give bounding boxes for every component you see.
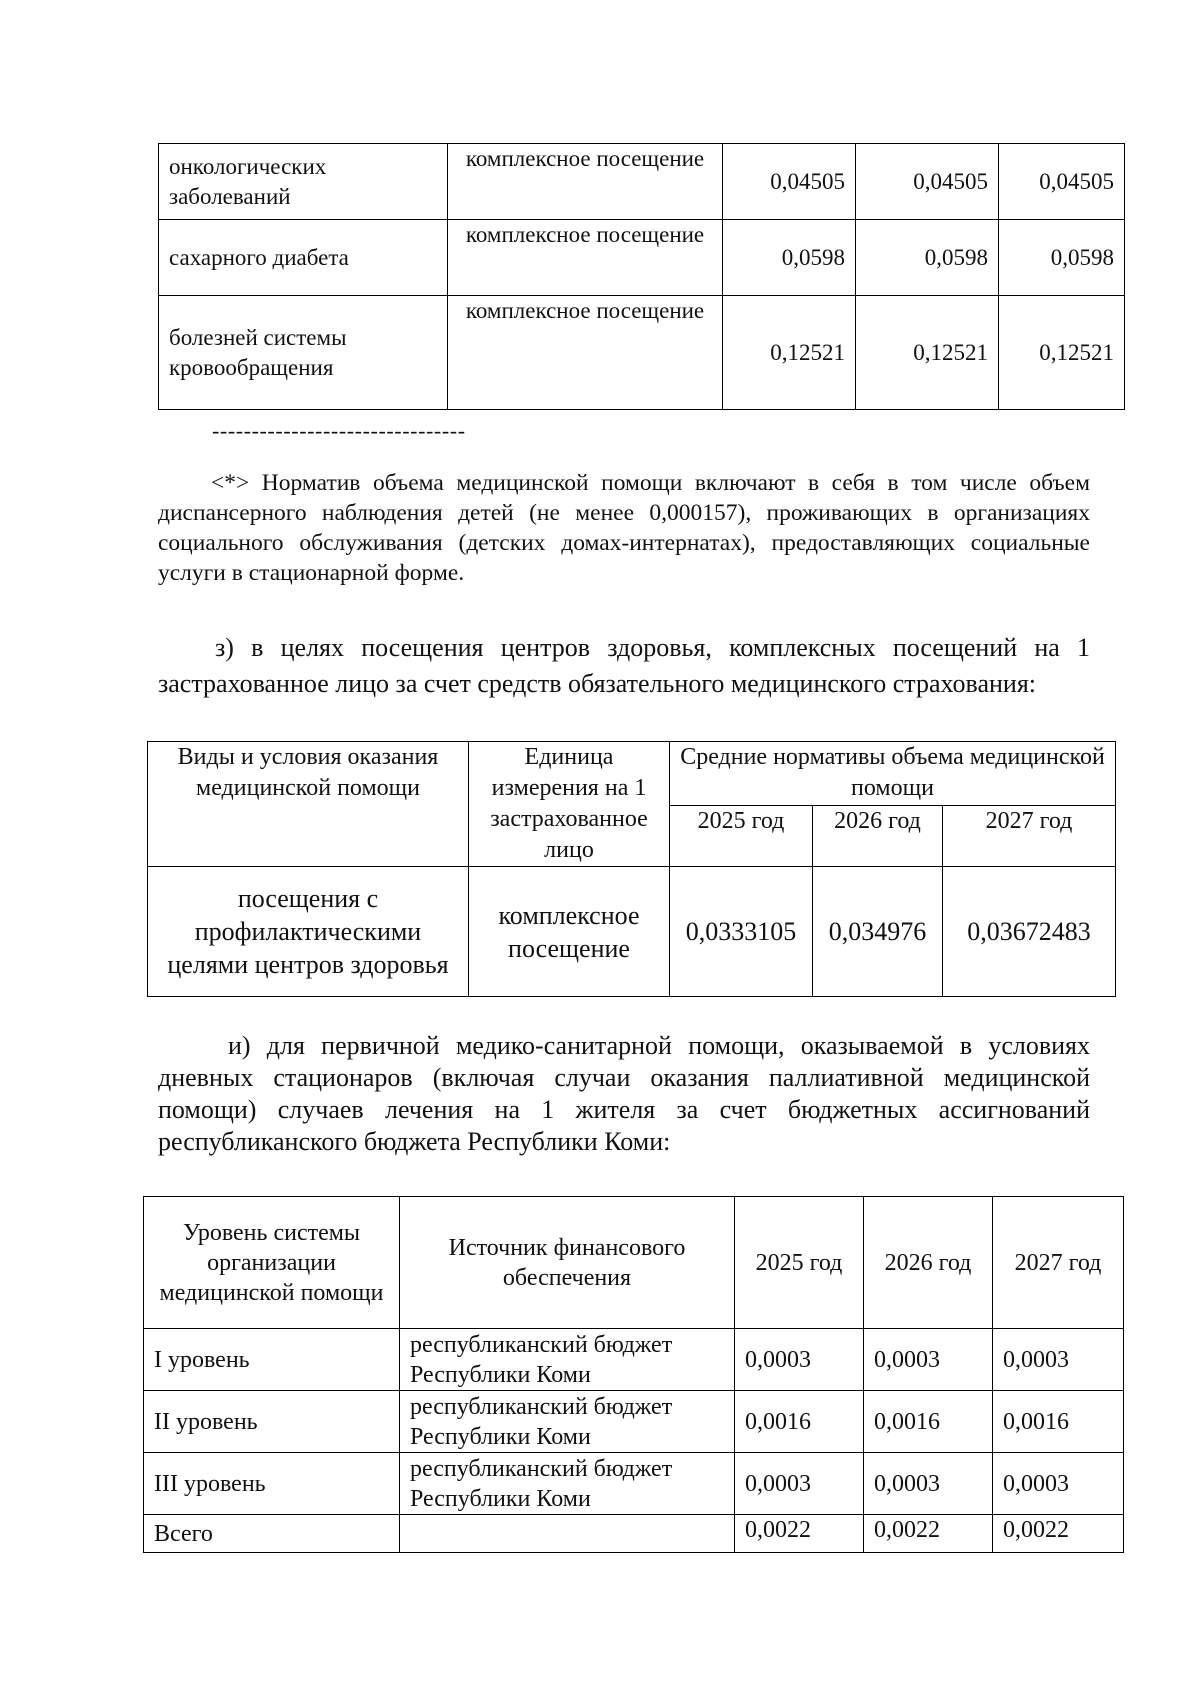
value-2026-cell: 0,04505 [856,144,999,220]
header-group: Средние нормативы объема медицинской помощи [670,742,1116,806]
value-2026-cell: 0,0598 [856,220,999,296]
disease-name-cell: онкологических заболеваний [159,144,448,220]
value-2026-cell: 0,0003 [864,1453,993,1515]
header-source: Источник финансового обеспечения [400,1197,735,1329]
value-2025-cell: 0,0598 [723,220,856,296]
value-2026-cell: 0,034976 [813,867,943,997]
table-header-row [148,742,1116,806]
level-cell: I уровень [144,1329,400,1391]
level-cell: III уровень [144,1453,400,1515]
section-z-text: з) в целях посещения центров здоровья, комплексных посещений на 1 застрахованное лицо за счет средств обязательного медицинского страхования: [158,633,1090,698]
table-day-hospital [143,1196,1124,1553]
unit-cell: комплексное посещение [448,296,723,410]
value-2027-cell: 0,12521 [999,296,1125,410]
table-row [144,1453,1124,1515]
header-2026: 2026 год [864,1197,993,1329]
table-disease-norms [158,143,1125,410]
value-2027-cell: 0,0003 [993,1453,1124,1515]
value-2025-cell: 0,0003 [735,1453,864,1515]
total-2026-cell: 0,0022 [864,1515,993,1553]
total-2025-cell: 0,0022 [735,1515,864,1553]
header-unit: Единица измерения на 1 застрахованное лицо [469,742,670,867]
table-header-row [144,1197,1124,1329]
table-total-row [144,1515,1124,1553]
value-2026-cell: 0,0016 [864,1391,993,1453]
unit-cell: комплексное посещение [448,220,723,296]
value-2027-cell: 0,0016 [993,1391,1124,1453]
footnote-text: <*> Норматив объема медицинской помощи включают в себя в том числе объем диспансерного наблюдения детей (не менее 0,000157), проживающих в организациях социального обслуживания (детских домах-интернатах), предоставляющих социальные услуги в стационарной форме. [158,470,1090,586]
table-row [144,1329,1124,1391]
value-2026-cell: 0,12521 [856,296,999,410]
value-2027-cell: 0,0598 [999,220,1125,296]
total-label-cell: Всего [144,1515,400,1553]
footnote-separator: -------------------------------- [212,418,466,443]
table-row [144,1391,1124,1453]
header-2027: 2027 год [993,1197,1124,1329]
header-2026: 2026 год [813,805,943,867]
value-2025-cell: 0,0003 [735,1329,864,1391]
unit-cell: комплексное посещение [448,144,723,220]
total-2027-cell: 0,0022 [993,1515,1124,1553]
header-2025: 2025 год [735,1197,864,1329]
header-2027: 2027 год [943,805,1116,867]
source-cell: республиканский бюджет Республики Коми [400,1391,735,1453]
disease-name-cell: болезней системы кровообращения [159,296,448,410]
table-row [159,296,1125,410]
source-cell: республиканский бюджет Республики Коми [400,1329,735,1391]
total-source-cell [400,1515,735,1553]
header-type: Виды и условия оказания медицинской помощи [148,742,469,867]
table-row [159,220,1125,296]
table-row [159,144,1125,220]
value-2025-cell: 0,0333105 [670,867,813,997]
disease-name-cell: сахарного диабета [159,220,448,296]
value-2025-cell: 0,12521 [723,296,856,410]
source-cell: республиканский бюджет Республики Коми [400,1453,735,1515]
value-2027-cell: 0,03672483 [943,867,1116,997]
value-2027-cell: 0,0003 [993,1329,1124,1391]
type-cell: посещения с профилактическими целями центров здоровья [148,867,469,997]
value-2026-cell: 0,0003 [864,1329,993,1391]
section-i-text: и) для первичной медико-санитарной помощи, оказываемой в условиях дневных стационаров (включая случаи оказания паллиативной медицинской помощи) случаев лечения на 1 жителя за счет бюджетных ассигнований республиканского бюджета Республики Коми: [158,1031,1090,1156]
header-level: Уровень системы организации медицинской помощи [144,1197,400,1329]
unit-cell: комплексное посещение [469,867,670,997]
header-2025: 2025 год [670,805,813,867]
table-health-centers [147,741,1116,997]
value-2025-cell: 0,0016 [735,1391,864,1453]
table-row [148,867,1116,997]
value-2025-cell: 0,04505 [723,144,856,220]
value-2027-cell: 0,04505 [999,144,1125,220]
level-cell: II уровень [144,1391,400,1453]
